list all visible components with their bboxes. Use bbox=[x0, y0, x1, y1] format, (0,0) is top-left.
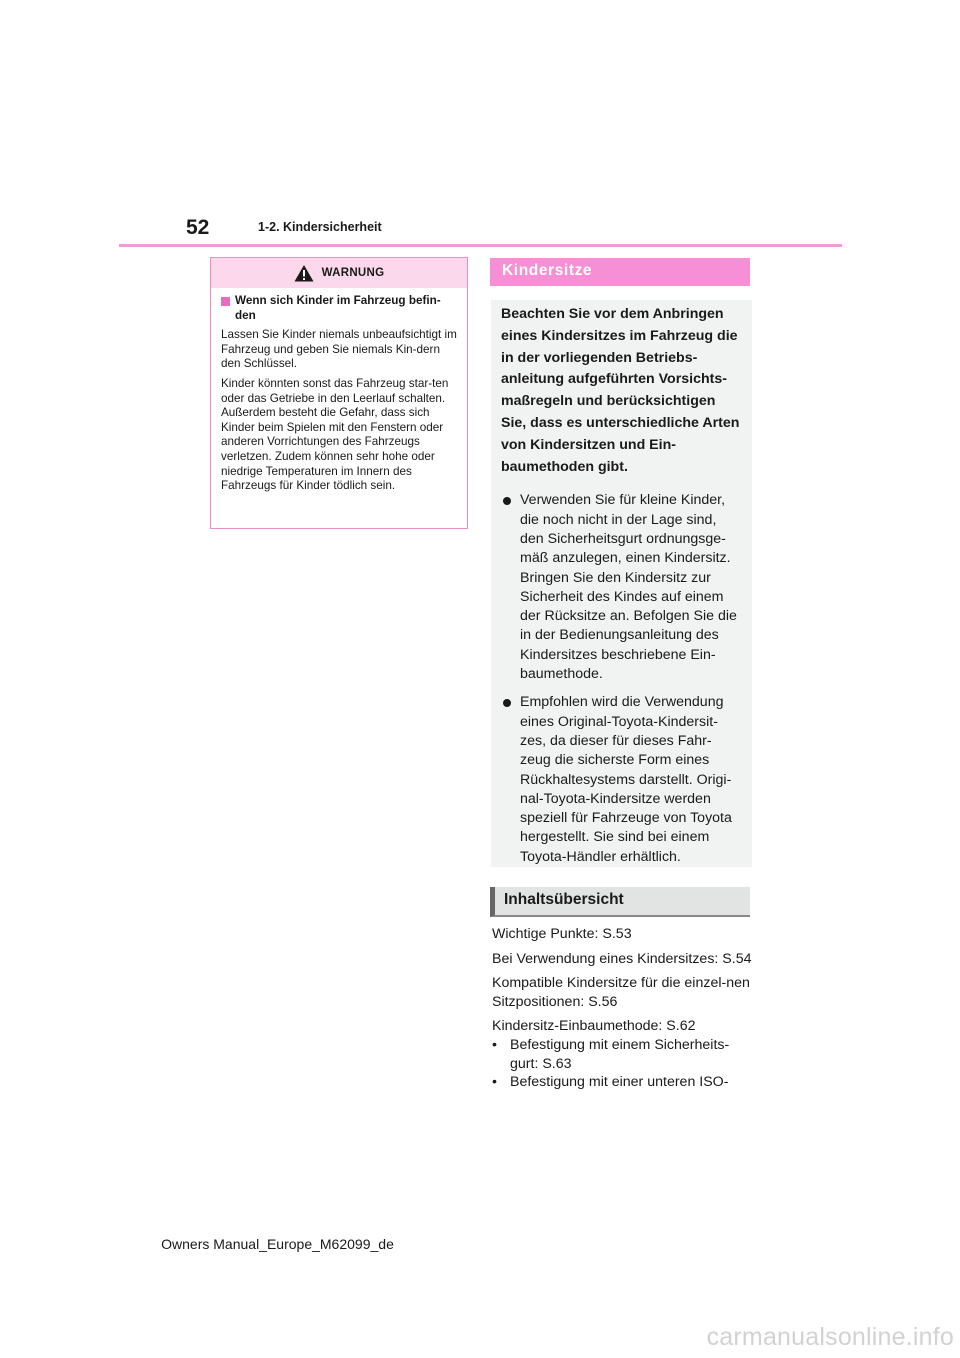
toc-entry: Kompatible Kindersitze für die einzel-nen Sitzpositionen: S.56 bbox=[492, 975, 750, 1010]
toc-sub-bullet: • bbox=[492, 1036, 497, 1053]
warning-header bbox=[211, 258, 467, 288]
warning-subheading-text: Wenn sich Kinder im Fahrzeug befin-den bbox=[235, 294, 441, 322]
warning-paragraph: Lassen Sie Kinder niemals unbeaufsichtigt im Fahrzeug und geben Sie niemals Kin-dern den Schlüssel. bbox=[221, 328, 457, 371]
toc-sub-entry-text: Befestigung mit einem Sicherheits-gurt: S.63 bbox=[510, 1036, 730, 1072]
warning-subheading bbox=[221, 294, 457, 323]
warning-triangle-icon bbox=[294, 264, 314, 282]
warning-body bbox=[211, 288, 467, 494]
list-item-text: Verwenden Sie für kleine Kinder, die noch nicht in der Lage sind, den Sicherheitsgurt ordnungsge-mäß anzulegen, einen Kindersitz. Bringen Sie den Kindersitz zur Sicherheit des Kindes auf einem der Rücksitze an. Befolgen Sie die in der Bedienungsanleitung des Kindersitzes beschriebene Ein-baumethode. bbox=[520, 492, 737, 683]
page-number: 52 bbox=[186, 216, 210, 239]
kindersitze-info-box bbox=[491, 300, 752, 867]
toc-sub-entry-text: Befestigung mit einer unteren ISO- bbox=[510, 1074, 729, 1091]
list-item bbox=[501, 693, 742, 867]
bullet-dot-icon bbox=[503, 497, 511, 505]
warning-box bbox=[210, 257, 468, 529]
header-rule bbox=[119, 244, 842, 247]
kindersitze-intro: Beachten Sie vor dem Anbringen eines Kindersitzes im Fahrzeug die in der vorliegenden Betriebs-anleitung aufgeführten Vorsichts-maßregeln und berücksichtigen Sie, dass es unterschiedliche Arten von Kindersitzen und Ein-baumethoden gibt. bbox=[501, 306, 740, 475]
toc-sub-bullet: • bbox=[492, 1074, 497, 1091]
warning-paragraph: Kinder könnten sonst das Fahrzeug star-ten oder das Getriebe in den Leerlauf schalten. Außerdem besteht die Gefahr, dass sich Kinder beim Spielen mit den Fenstern oder anderen Vorrichtungen des Fahrzeugs verletzen. Zudem können sehr hohe oder niedrige Temperaturen im Innern des Fahrzeugs für Kinder tödlich sein. bbox=[221, 376, 449, 493]
toc-sub-entry bbox=[492, 1036, 752, 1073]
square-bullet-icon bbox=[221, 297, 230, 306]
kindersitze-heading: Kindersitze bbox=[490, 258, 750, 286]
toc-list bbox=[492, 925, 752, 1092]
watermark: carmanualsonline.info bbox=[706, 1323, 954, 1351]
warning-label: WARNUNG bbox=[321, 267, 385, 279]
toc-entry: Bei Verwendung eines Kindersitzes: S.54 bbox=[492, 950, 752, 967]
bullet-dot-icon bbox=[503, 699, 511, 707]
toc-sub-entry bbox=[492, 1073, 752, 1092]
toc-heading: Inhaltsübersicht bbox=[490, 887, 750, 917]
list-item bbox=[501, 491, 742, 684]
footer-text: Owners Manual_Europe_M62099_de bbox=[161, 1236, 394, 1252]
section-title: 1-2. Kindersicherheit bbox=[258, 220, 382, 234]
list-item-text: Empfohlen wird die Verwendung eines Original-Toyota-Kindersit-zes, da dieser für dieses Fahr-zeug die sicherste Form eines Rückhaltesystems darstellt. Origi-nal-Toyota-Kindersitze werden speziell für Fahrzeuge von Toyota hergestellt. Sie sind bei einem Toyota-Händler erhältlich. bbox=[520, 694, 732, 865]
toc-entry: Kindersitz-Einbaumethode: S.62 bbox=[492, 1018, 696, 1035]
toc-entry: Wichtige Punkte: S.53 bbox=[492, 926, 632, 942]
